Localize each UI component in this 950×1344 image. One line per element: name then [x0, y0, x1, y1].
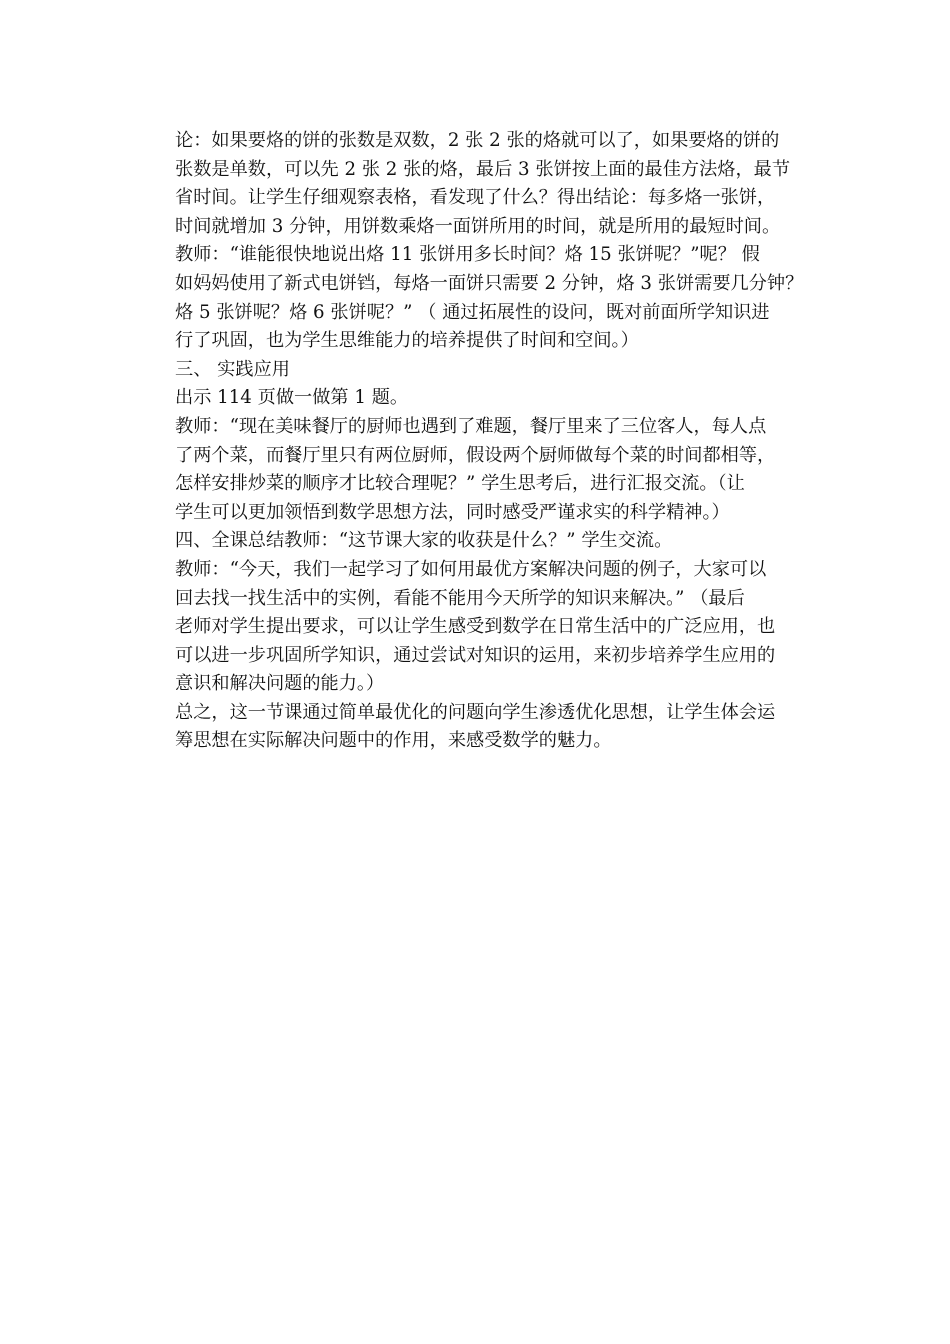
text-line-8: 行了巩固，也为学生思维能力的培养提供了时间和空间。） — [175, 330, 639, 352]
section-heading-summary: 四、全课总结教师：“这节课大家的收获是什么？” 学生交流。 — [175, 530, 673, 552]
text-line-16: 教师：“今天，我们一起学习了如何用最优方案解决问题的例子，大家可以 — [175, 558, 767, 580]
text-line-13: 怎样安排炒菜的顺序才比较合理呢？” 学生思考后，进行汇报交流。（让 — [175, 473, 745, 495]
text-line-10: 出示 114 页做一做第 1 题。 — [175, 387, 409, 409]
text-line-3: 省时间。让学生仔细观察表格，看发现了什么？得出结论：每多烙一张饼， — [175, 187, 776, 209]
text-line-20: 意识和解决问题的能力。） — [175, 673, 385, 695]
text-line-2: 张数是单数，可以先 2 张 2 张的烙，最后 3 张饼按上面的最佳方法烙，最节 — [175, 158, 791, 180]
text-line-21: 总之，这一节课通过简单最优化的问题向学生渗透优化思想，让学生体会运 — [175, 701, 776, 723]
text-line-18: 老师对学生提出要求，可以让学生感受到数学在日常生活中的广泛应用，也 — [175, 616, 776, 638]
text-line-7: 烙 5 张饼呢？烙 6 张饼呢？” （ 通过拓展性的设问，既对前面所学知识进 — [175, 301, 770, 323]
text-line-1: 论：如果要烙的饼的张数是双数，2 张 2 张的烙就可以了，如果要烙的饼的 — [175, 130, 780, 151]
text-line-22: 筹思想在实际解决问题中的作用，来感受数学的魅力。 — [175, 730, 612, 752]
text-line-14: 学生可以更加领悟到数学思想方法，同时感受严谨求实的科学精神。） — [175, 501, 730, 523]
text-line-11: 教师：“现在美味餐厅的厨师也遇到了难题，餐厅里来了三位客人，每人点 — [175, 415, 767, 437]
text-line-5: 教师：“谁能很快地说出烙 11 张饼用多长时间？烙 15 张饼呢？”呢？ 假 — [175, 244, 760, 266]
text-line-19: 可以进一步巩固所学知识，通过尝试对知识的运用，来初步培养学生应用的 — [175, 644, 776, 666]
text-line-4: 时间就增加 3 分钟，用饼数乘烙一面饼所用的时间，就是所用的最短时间。 — [175, 215, 781, 237]
section-heading-practice: 三、 实践应用 — [175, 358, 290, 380]
text-line-17: 回去找一找生活中的实例，看能不能用今天所学的知识来解决。” （最后 — [175, 587, 745, 609]
body-text — [175, 127, 815, 756]
text-line-12: 了两个菜，而餐厅里只有两位厨师，假设两个厨师做每个菜的时间都相等， — [175, 444, 776, 466]
text-line-6: 如妈妈使用了新式电饼铛，每烙一面饼只需要 2 分钟，烙 3 张饼需要几分钟？ — [175, 272, 804, 294]
